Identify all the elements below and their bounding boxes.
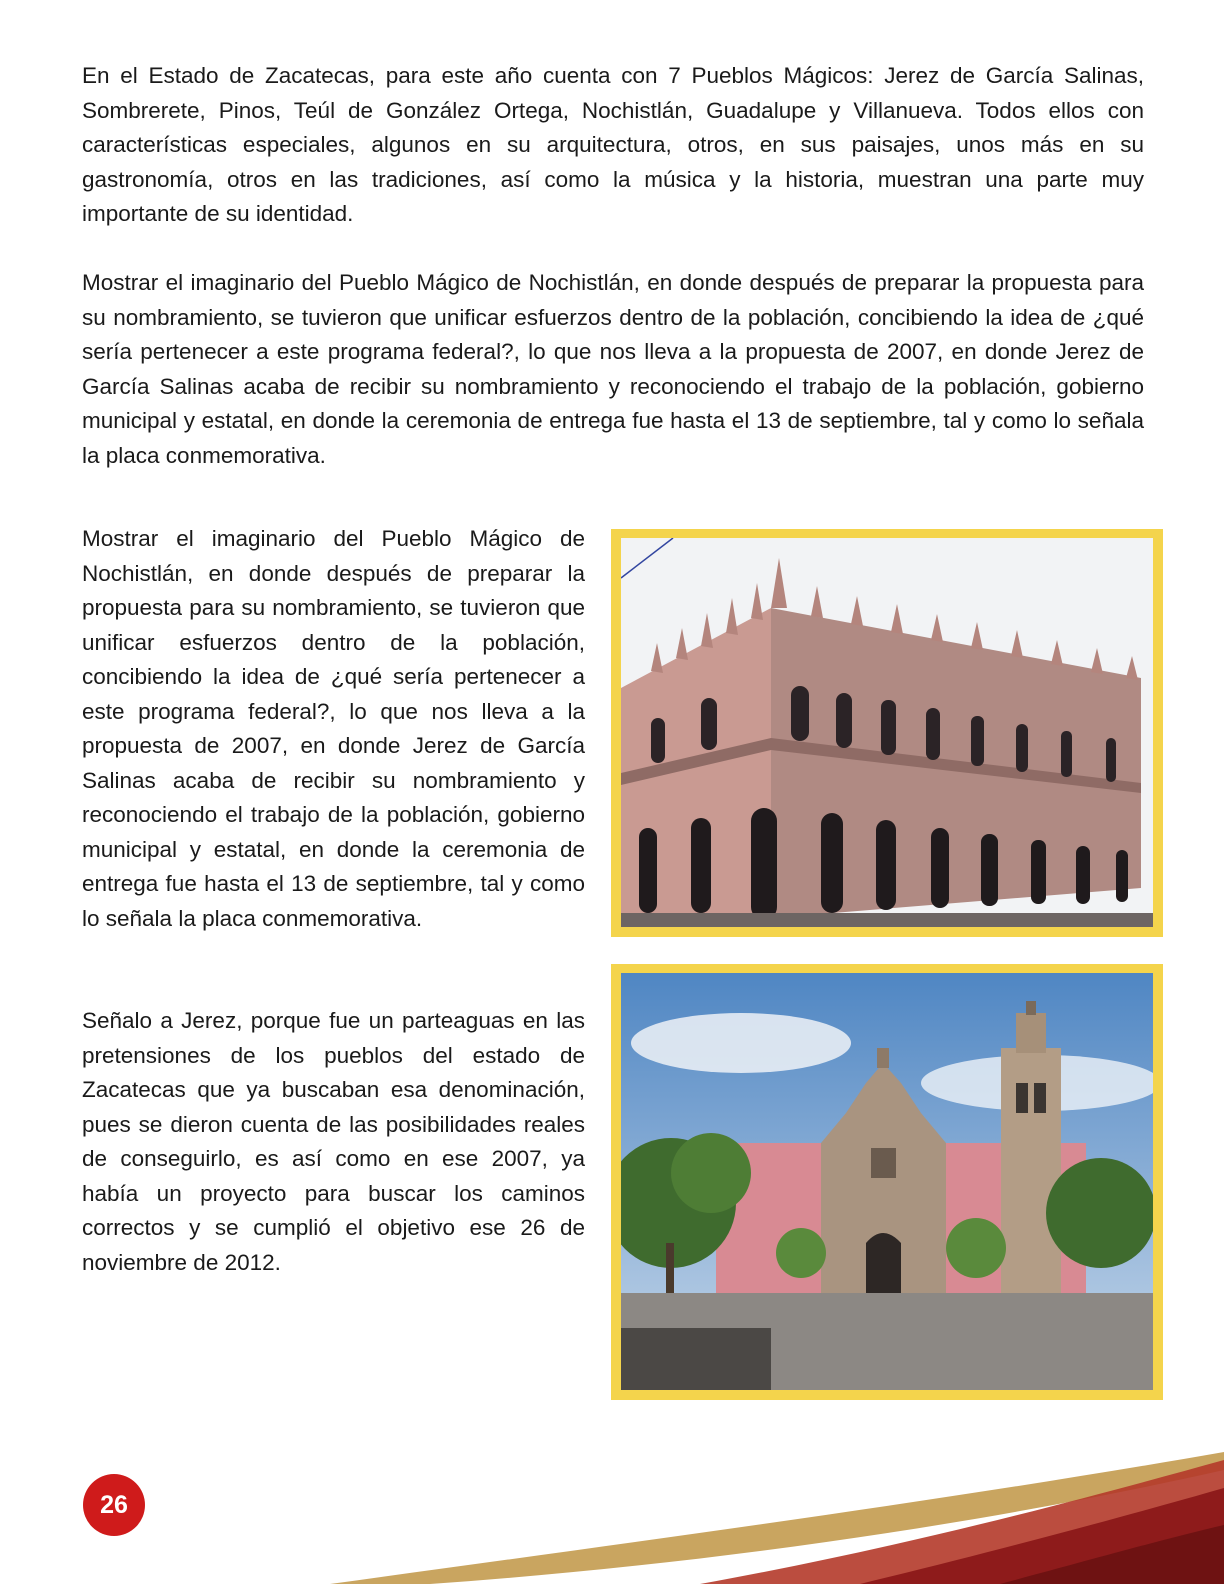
nochistlan-paragraph: Mostrar el imaginario del Pueblo Mágico de Nochistlán, en donde después de preparar la propuesta para su nombramiento, se tuvieron que unificar esfuerzos dentro de la población, concibiendo la idea de ¿qué sería pertenecer a este programa federal?, lo que nos lleva a la propuesta de 2007, en donde Jerez de García Salinas acaba de recibir su nombramiento y reconociendo el trabajo de la población, gobierno municipal y estatal, en donde la ceremonia de entrega fue hasta el 13 de septiembre, tal y como lo señala la placa conmemorativa. <box>82 270 1144 468</box>
page-number: 26 <box>100 1490 128 1519</box>
nochistlan-paragraph-repeat: Mostrar el imaginario del Pueblo Mágico de Nochistlán, en donde después de preparar la propuesta para su nombramiento, se tuvieron que unificar esfuerzos dentro de la población, concibiendo la idea de ¿qué sería pertenecer a este programa federal?, lo que nos lleva a la propuesta de 2007, en donde Jerez de García Salinas acaba de recibir su nombramiento y reconociendo el trabajo de la población, gobierno municipal y estatal, en donde la ceremonia de entrega fue hasta el 13 de septiembre, tal y como lo señala la placa conmemorativa. <box>82 526 585 931</box>
palace-photo-frame <box>611 529 1163 937</box>
church-photo-frame <box>611 964 1163 1400</box>
church-photo <box>621 973 1153 1390</box>
decorative-corner-swoosh <box>0 1430 1224 1584</box>
intro-paragraph: En el Estado de Zacatecas, para este año cuenta con 7 Pueblos Mágicos: Jerez de García Salinas, Sombrerete, Pinos, Teúl de González Ortega, Nochistlán, Guadalupe y Villanueva. Todos ellos con características especiales, algunos en su arquitectura, otros, en sus paisajes, unos más en su gastronomía, otros en las tradiciones, así como la música y la historia, muestran una parte muy importante de su identidad. <box>82 63 1144 226</box>
palace-photo <box>621 538 1153 927</box>
jerez-paragraph: Señalo a Jerez, porque fue un parteaguas en las pretensiones de los pueblos del estado de Zacatecas que ya buscaban esa denominación, pues se dieron cuenta de las posibilidades reales de conseguirlo, es así como en ese 2007, ya había un proyecto para buscar los caminos correctos y se cumplió el objetivo ese 26 de noviembre de 2012. <box>82 1008 585 1275</box>
